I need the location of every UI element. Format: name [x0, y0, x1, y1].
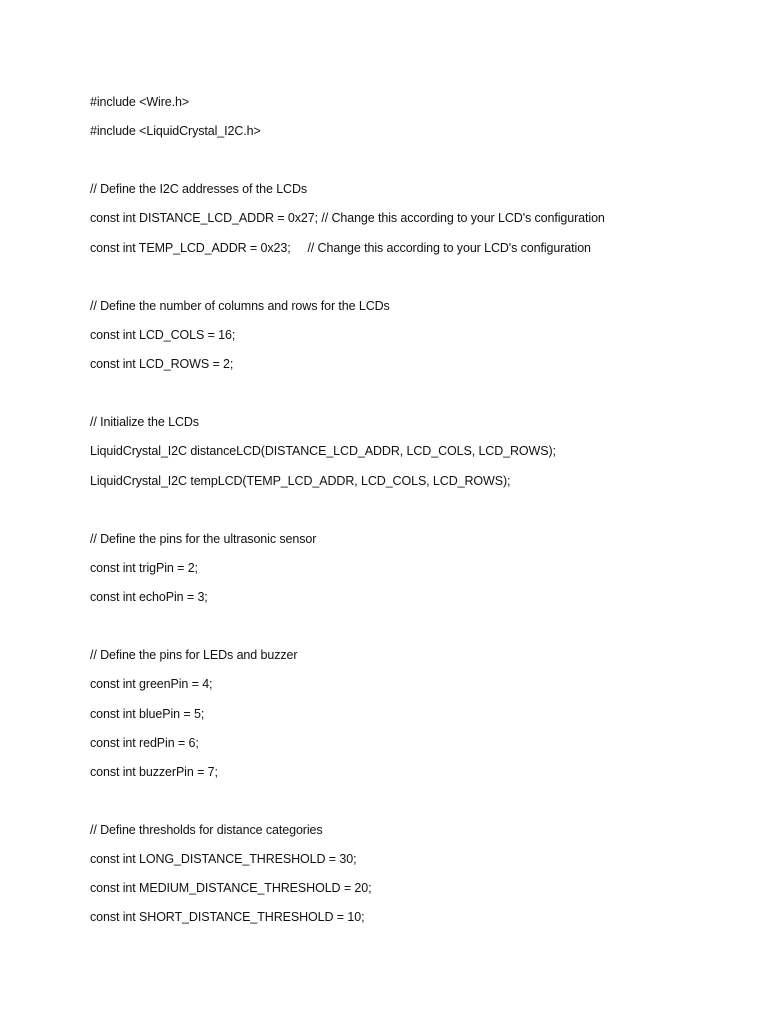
- code-line: const int LCD_ROWS = 2;: [90, 357, 234, 371]
- code-line: LiquidCrystal_I2C tempLCD(TEMP_LCD_ADDR, LCD_COLS, LCD_ROWS);: [90, 474, 511, 488]
- code-line-include-wire: #include <Wire.h>: [90, 95, 190, 109]
- code-line: const int TEMP_LCD_ADDR = 0x23; // Change this according to your LCD's configuration: [90, 241, 591, 255]
- code-line: const int trigPin = 2;: [90, 561, 198, 575]
- code-line: const int buzzerPin = 7;: [90, 765, 218, 779]
- code-line: const int DISTANCE_LCD_ADDR = 0x27; // Change this according to your LCD's configuration: [90, 211, 605, 225]
- code-line: const int LONG_DISTANCE_THRESHOLD = 30;: [90, 852, 357, 866]
- code-line: const int MEDIUM_DISTANCE_THRESHOLD = 20;: [90, 881, 372, 895]
- comment-line: // Initialize the LCDs: [90, 415, 199, 429]
- comment-line: // Define the I2C addresses of the LCDs: [90, 182, 308, 196]
- code-line: LiquidCrystal_I2C distanceLCD(DISTANCE_LCD_ADDR, LCD_COLS, LCD_ROWS);: [90, 444, 556, 458]
- code-line-include-lcd: #include <LiquidCrystal_I2C.h>: [90, 124, 261, 138]
- code-line: const int bluePin = 5;: [90, 707, 205, 721]
- comment-line: // Define the pins for LEDs and buzzer: [90, 648, 298, 662]
- code-line: const int greenPin = 4;: [90, 677, 213, 691]
- comment-line: // Define the pins for the ultrasonic sensor: [90, 532, 317, 546]
- comment-line: // Define thresholds for distance categories: [90, 823, 323, 837]
- code-line: const int echoPin = 3;: [90, 590, 208, 604]
- code-line: const int SHORT_DISTANCE_THRESHOLD = 10;: [90, 910, 365, 924]
- comment-line: // Define the number of columns and rows for the LCDs: [90, 299, 390, 313]
- code-line: const int LCD_COLS = 16;: [90, 328, 236, 342]
- code-line: const int redPin = 6;: [90, 736, 199, 750]
